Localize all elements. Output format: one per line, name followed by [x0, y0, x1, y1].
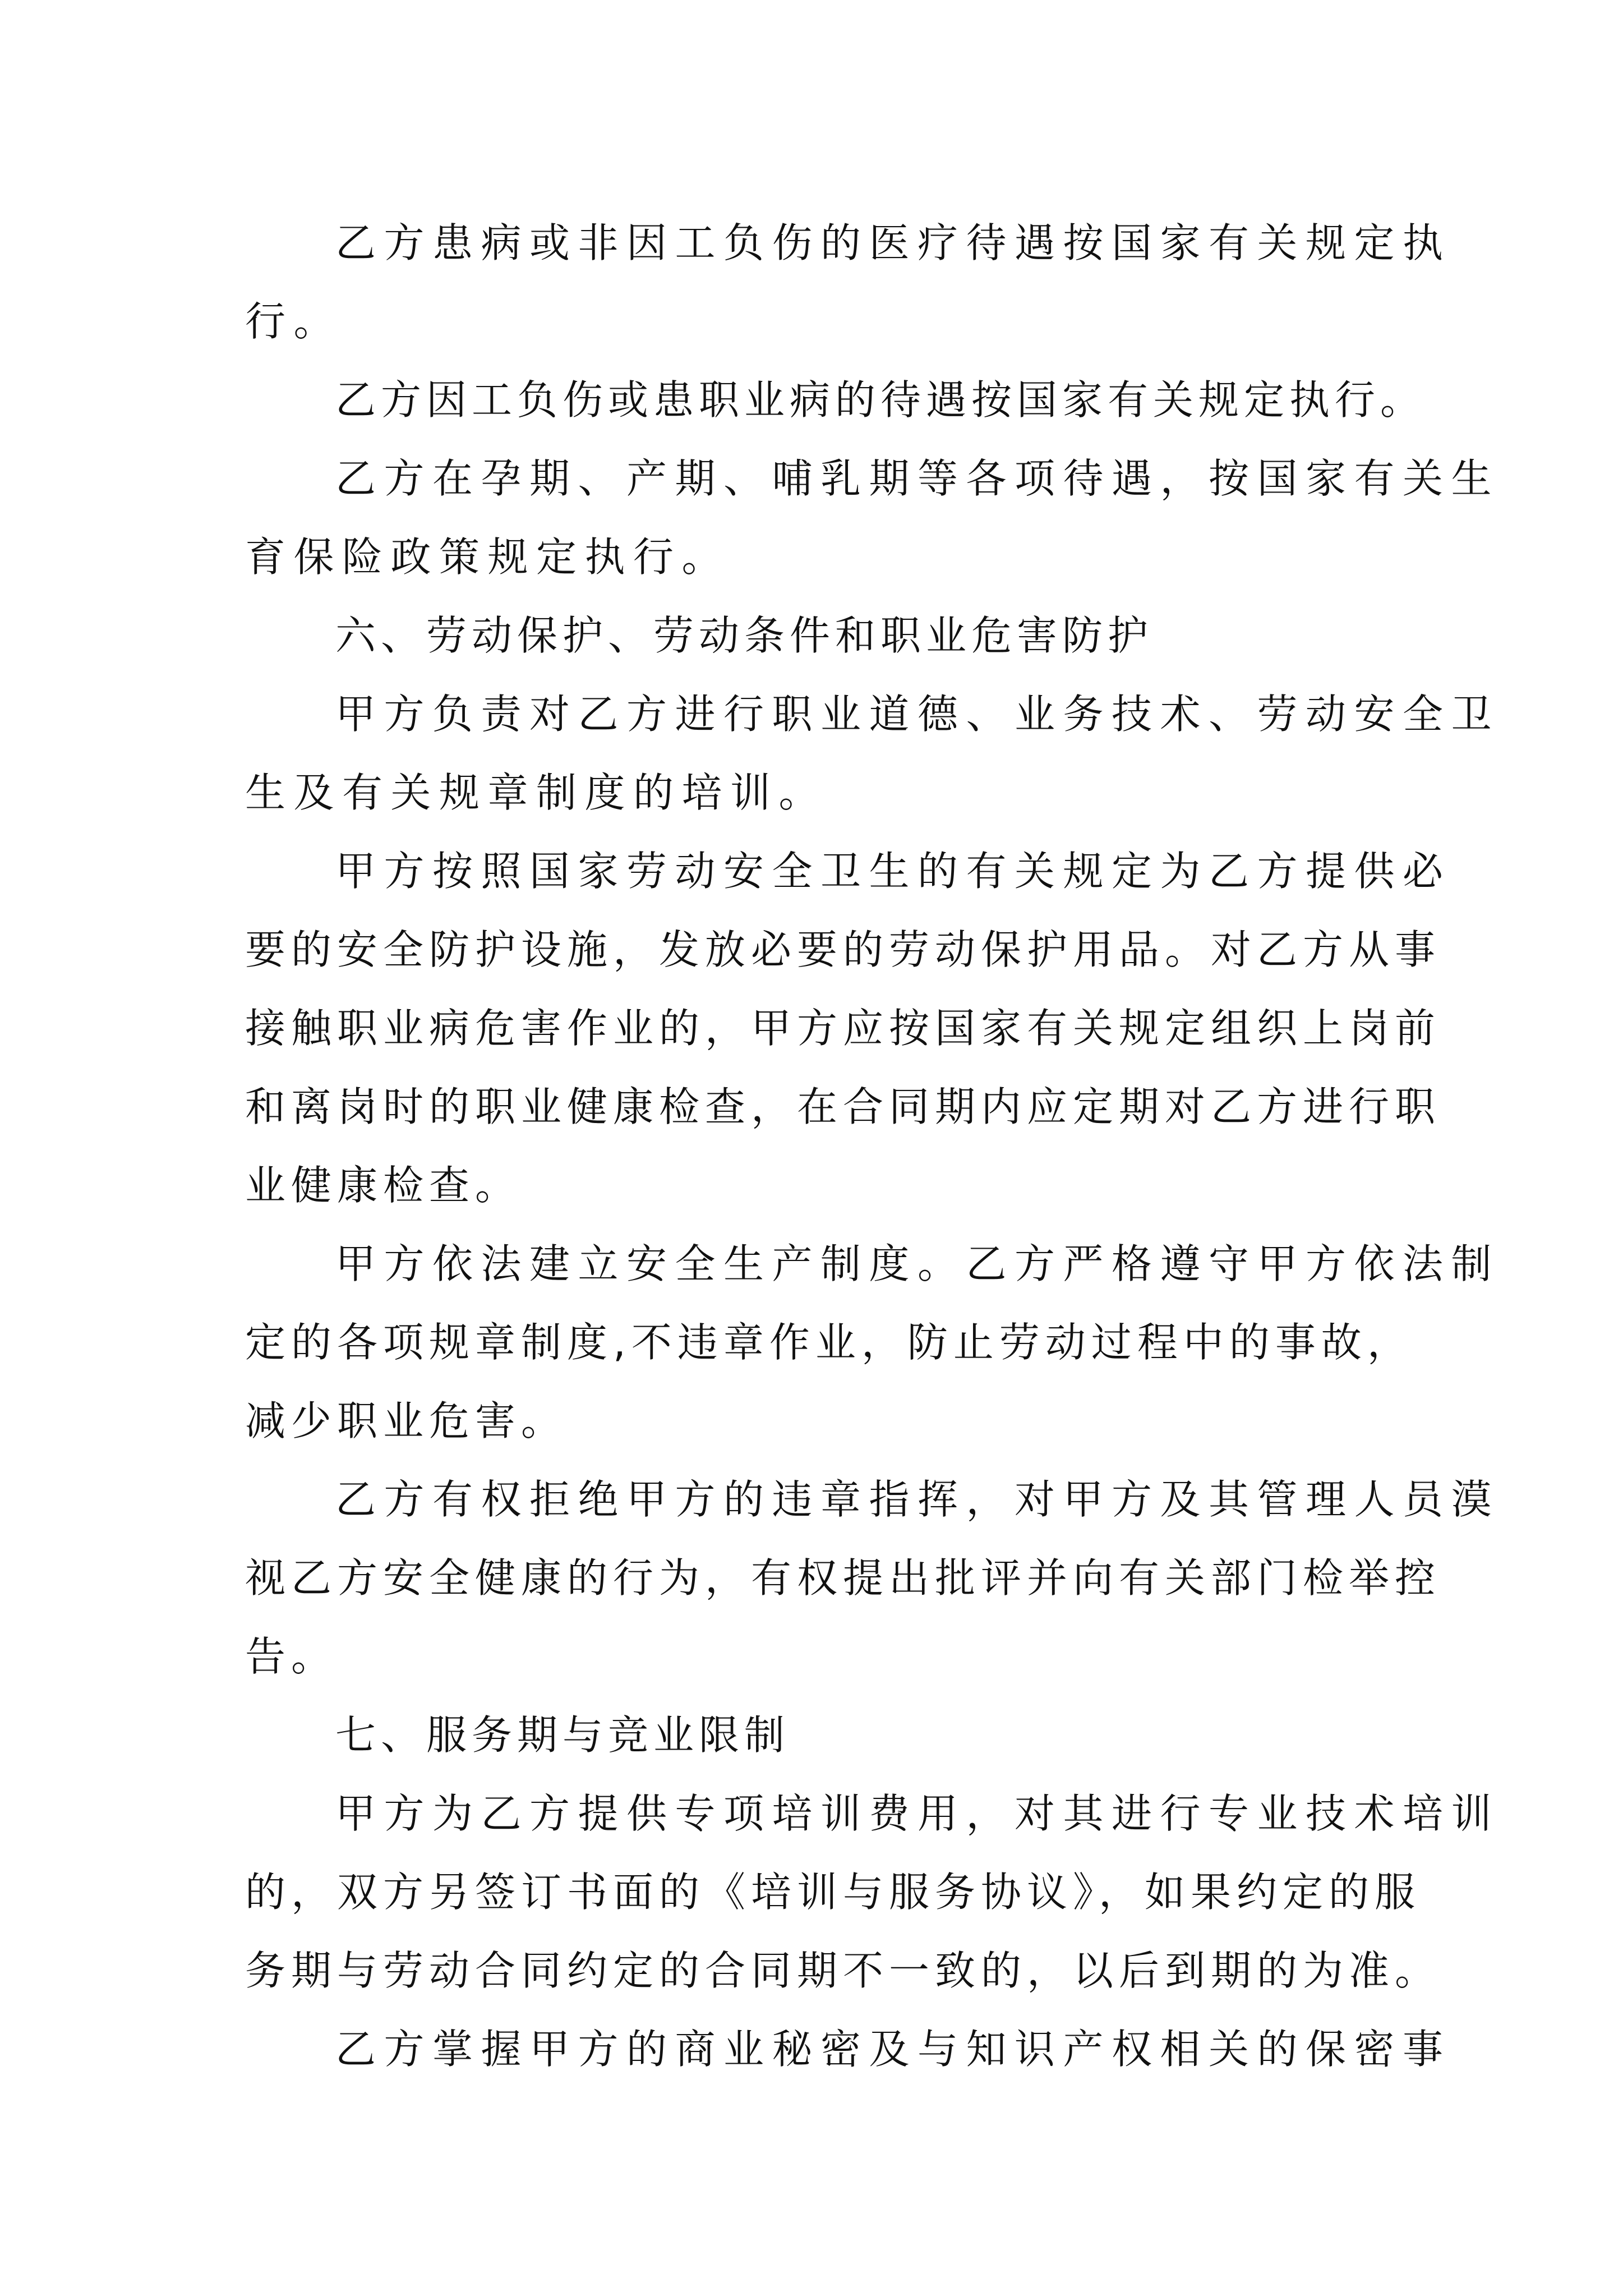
paragraph-line: 减少职业危害。 [245, 1397, 568, 1444]
paragraph-line: 甲方负责对乙方进行职业道德、业务技术、劳动安全卫 [335, 691, 1500, 738]
paragraph-line: 要的安全防护设施，发放必要的劳动保护用品。对乙方从事 [245, 926, 1441, 973]
paragraph-line: 生及有关规章制度的培训。 [245, 769, 828, 816]
paragraph-line: 务期与劳动合同约定的合同期不一致的，以后到期的为准。 [245, 1947, 1441, 1994]
paragraph-line: 定的各项规章制度,不违章作业，防止劳动过程中的事故， [245, 1319, 1413, 1366]
section-heading: 六、劳动保护、劳动条件和职业危害防护 [335, 612, 1154, 659]
paragraph-line: 乙方患病或非因工负伤的医疗待遇按国家有关规定执 [335, 219, 1451, 266]
paragraph-line: 乙方有权拒绝甲方的违章指挥，对甲方及其管理人员漠 [335, 1476, 1500, 1523]
paragraph-line: 行。 [245, 298, 343, 345]
paragraph-line: 视乙方安全健康的行为，有权提出批评并向有关部门检举控 [245, 1554, 1441, 1602]
paragraph-line: 乙方掌握甲方的商业秘密及与知识产权相关的保密事 [335, 2026, 1451, 2073]
paragraph-line: 的，双方另签订书面的《培训与服务协议》，如果约定的服 [245, 1869, 1421, 1916]
paragraph-line: 甲方依法建立安全生产制度。乙方严格遵守甲方依法制 [335, 1240, 1500, 1287]
paragraph-line: 告。 [245, 1633, 338, 1680]
paragraph-line: 甲方按照国家劳动安全卫生的有关规定为乙方提供必 [335, 848, 1451, 895]
paragraph-line: 乙方因工负伤或患职业病的待遇按国家有关规定执行。 [335, 376, 1426, 424]
paragraph-line: 甲方为乙方提供专项培训费用，对其进行专业技术培训 [335, 1790, 1500, 1837]
paragraph-line: 育保险政策规定执行。 [245, 533, 731, 581]
paragraph-line: 乙方在孕期、产期、哺乳期等各项待遇，按国家有关生 [335, 455, 1500, 502]
paragraph-line: 业健康检查。 [245, 1162, 522, 1209]
section-heading: 七、服务期与竞业限制 [335, 1711, 790, 1759]
paragraph-line: 接触职业病危害作业的，甲方应按国家有关规定组织上岗前 [245, 1005, 1441, 1052]
paragraph-line: 和离岗时的职业健康检查，在合同期内应定期对乙方进行职 [245, 1083, 1441, 1130]
